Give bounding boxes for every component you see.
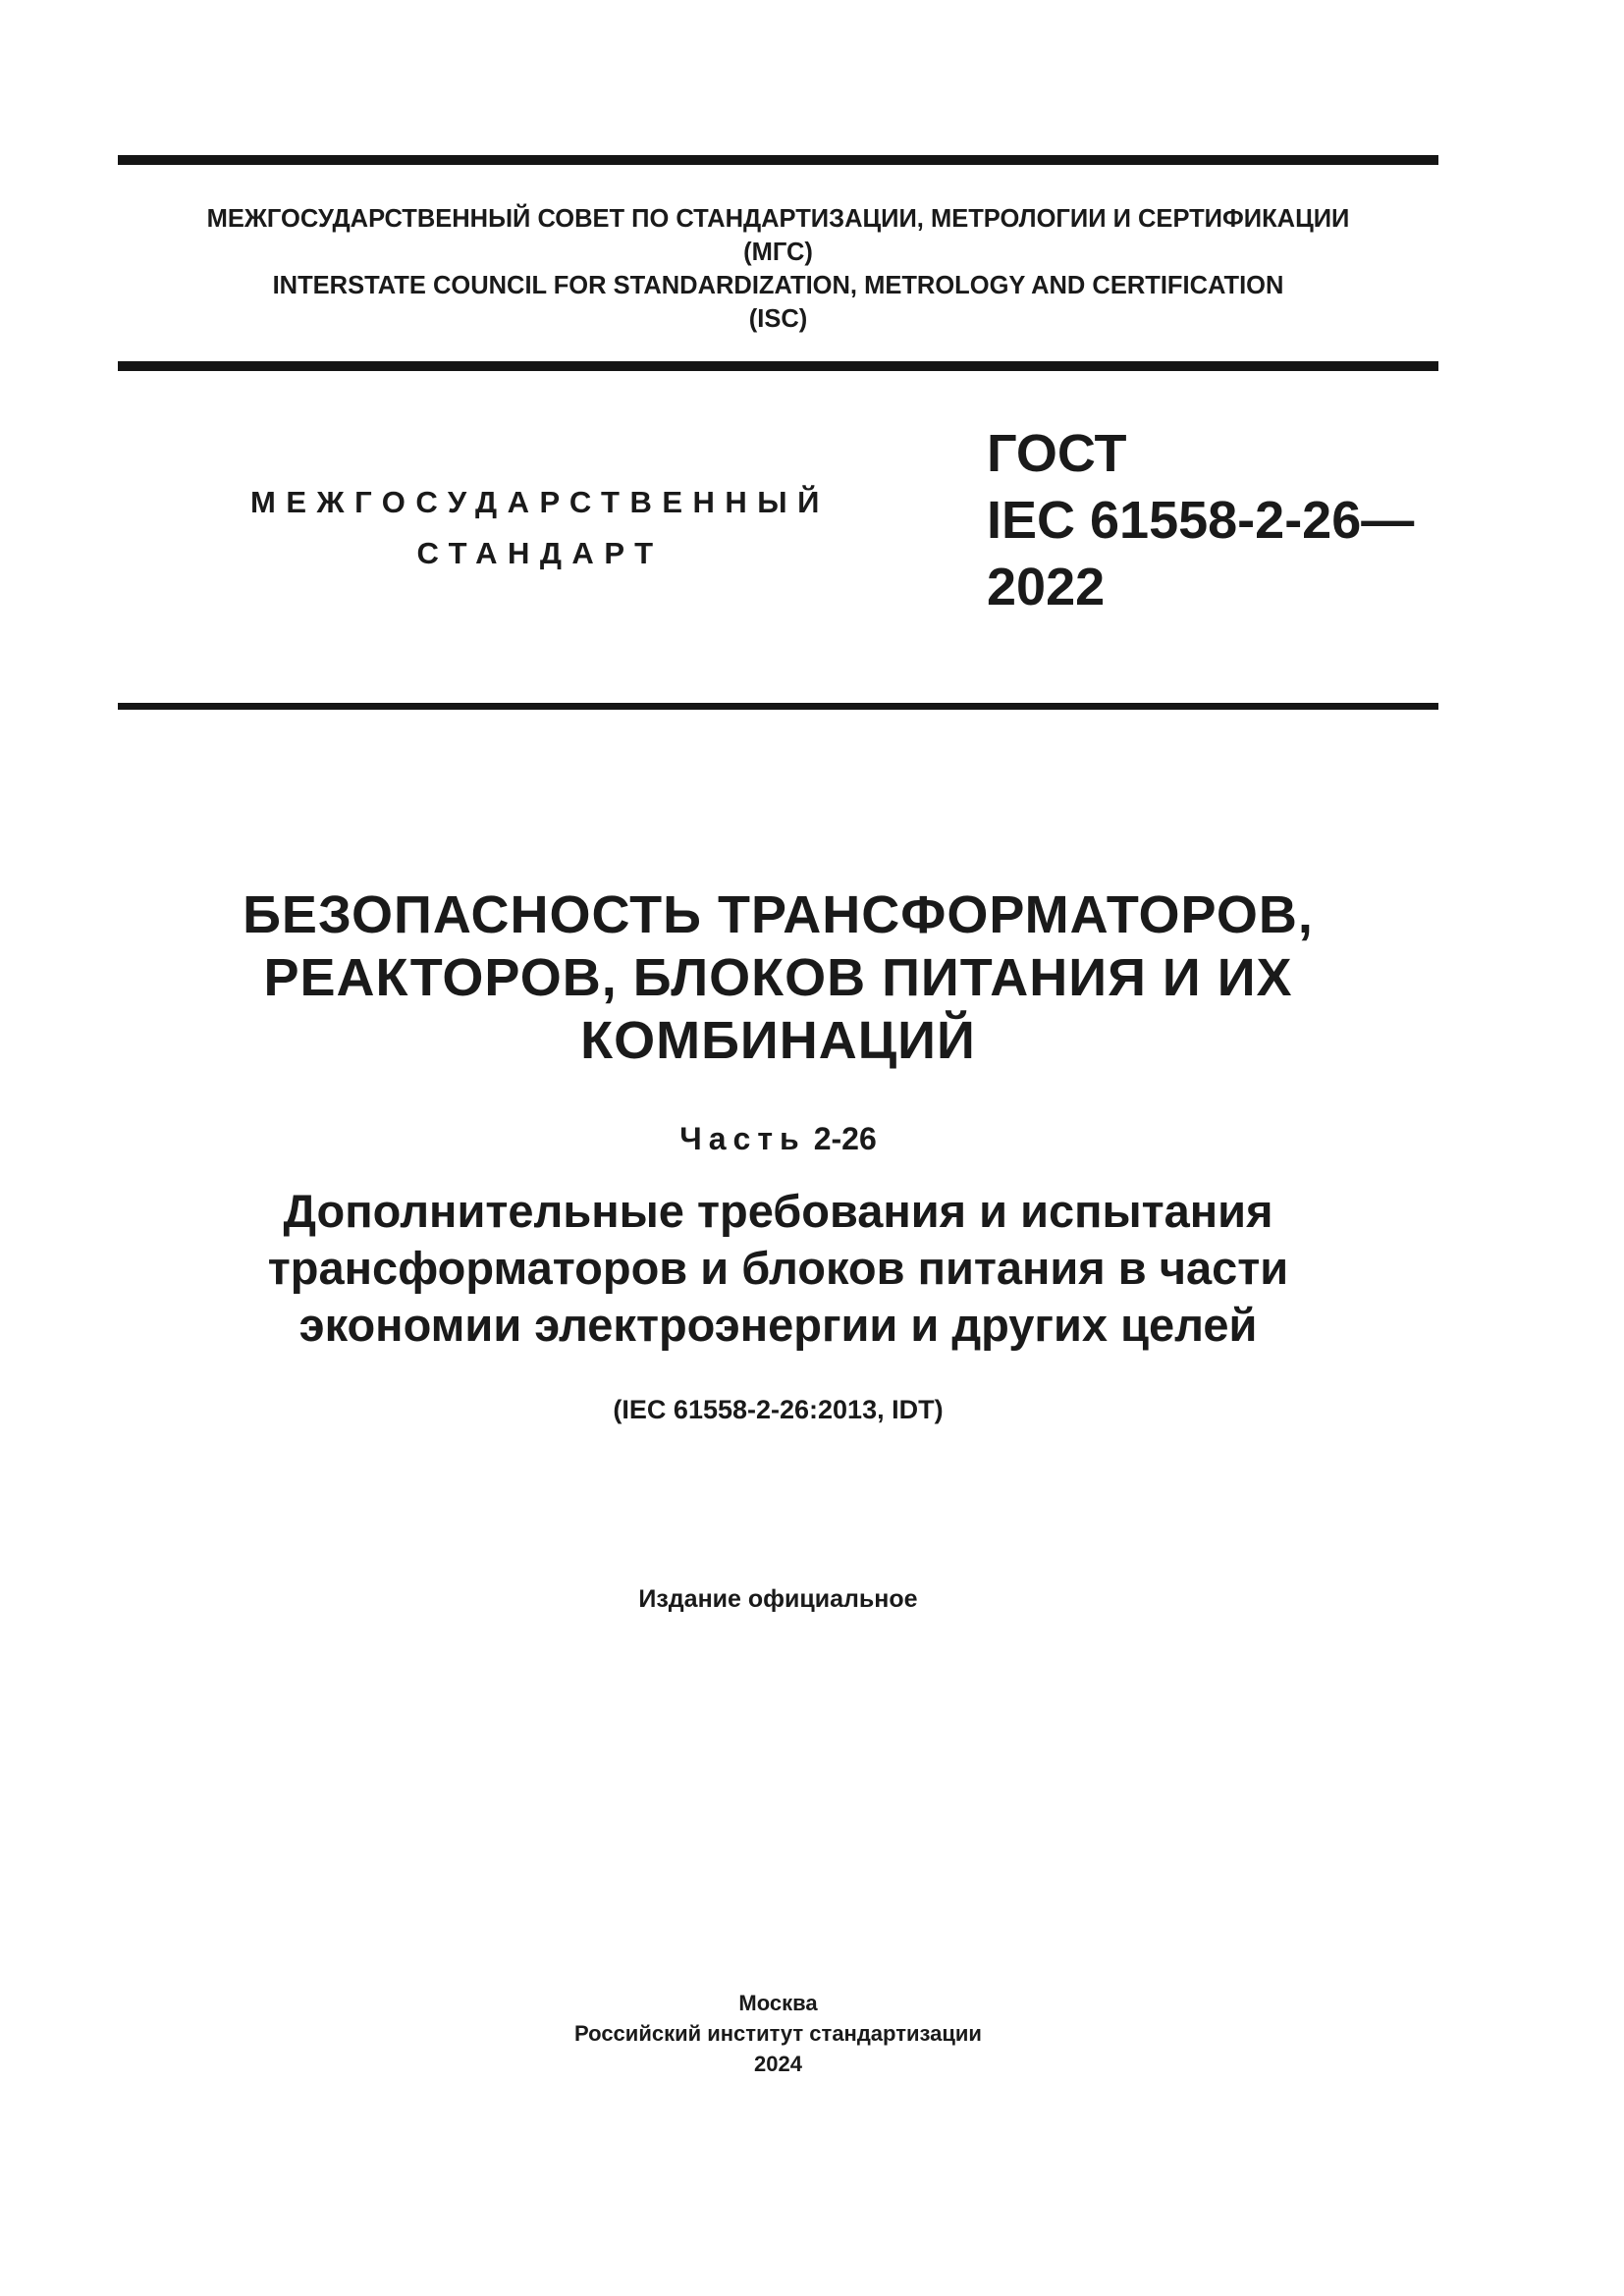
- document-subtitle: [118, 1183, 1438, 1354]
- subtitle-line2: трансформаторов и блоков питания в части: [267, 1242, 1289, 1294]
- standard-number-line3: 2022: [987, 558, 1106, 616]
- iec-reference: (IEC 61558-2-26:2013, IDT): [613, 1395, 944, 1424]
- council-header: [118, 202, 1438, 336]
- publisher-institute: Российский институт стандартизации: [574, 2021, 982, 2046]
- document-title: [118, 883, 1438, 1072]
- standard-type-label: [236, 477, 844, 579]
- publisher-city: Москва: [738, 1991, 818, 2015]
- council-name-ru: МЕЖГОСУДАРСТВЕННЫЙ СОВЕТ ПО СТАНДАРТИЗАЦИИ, МЕТРОЛОГИИ И СЕРТИФИКАЦИИ: [206, 205, 1350, 233]
- council-abbr-ru: (МГС): [743, 239, 813, 266]
- subtitle-line3: экономии электроэнергии и других целей: [298, 1299, 1258, 1351]
- standard-number: [987, 420, 1414, 620]
- council-rule: [118, 361, 1438, 371]
- edition-note: Издание официальное: [638, 1585, 918, 1613]
- part-word: Часть: [679, 1121, 806, 1156]
- council-abbr-en: (ISC): [748, 305, 808, 333]
- title-line1: БЕЗОПАСНОСТЬ ТРАНСФОРМАТОРОВ,: [243, 885, 1314, 944]
- header-bottom-rule: [118, 703, 1438, 710]
- standard-type-line2: СТАНДАРТ: [416, 536, 664, 570]
- standard-number-line1: ГОСТ: [987, 424, 1127, 483]
- title-line3: КОМБИНАЦИЙ: [580, 1011, 976, 1070]
- council-name-en: INTERSTATE COUNCIL FOR STANDARDIZATION, METROLOGY AND CERTIFICATION: [272, 272, 1284, 299]
- part-heading: [118, 1119, 1438, 1158]
- standard-number-line2: IEC 61558-2-26—: [987, 491, 1415, 550]
- standard-type-line1: МЕЖГОСУДАРСТВЕННЫЙ: [250, 485, 830, 519]
- publisher-year: 2024: [754, 2052, 802, 2076]
- top-rule: [118, 155, 1438, 165]
- publisher-block: [118, 1988, 1438, 2079]
- subtitle-line1: Дополнительные требования и испытания: [283, 1185, 1273, 1237]
- title-line2: РЕАКТОРОВ, БЛОКОВ ПИТАНИЯ И ИХ: [263, 948, 1293, 1007]
- part-number: 2-26: [813, 1121, 877, 1156]
